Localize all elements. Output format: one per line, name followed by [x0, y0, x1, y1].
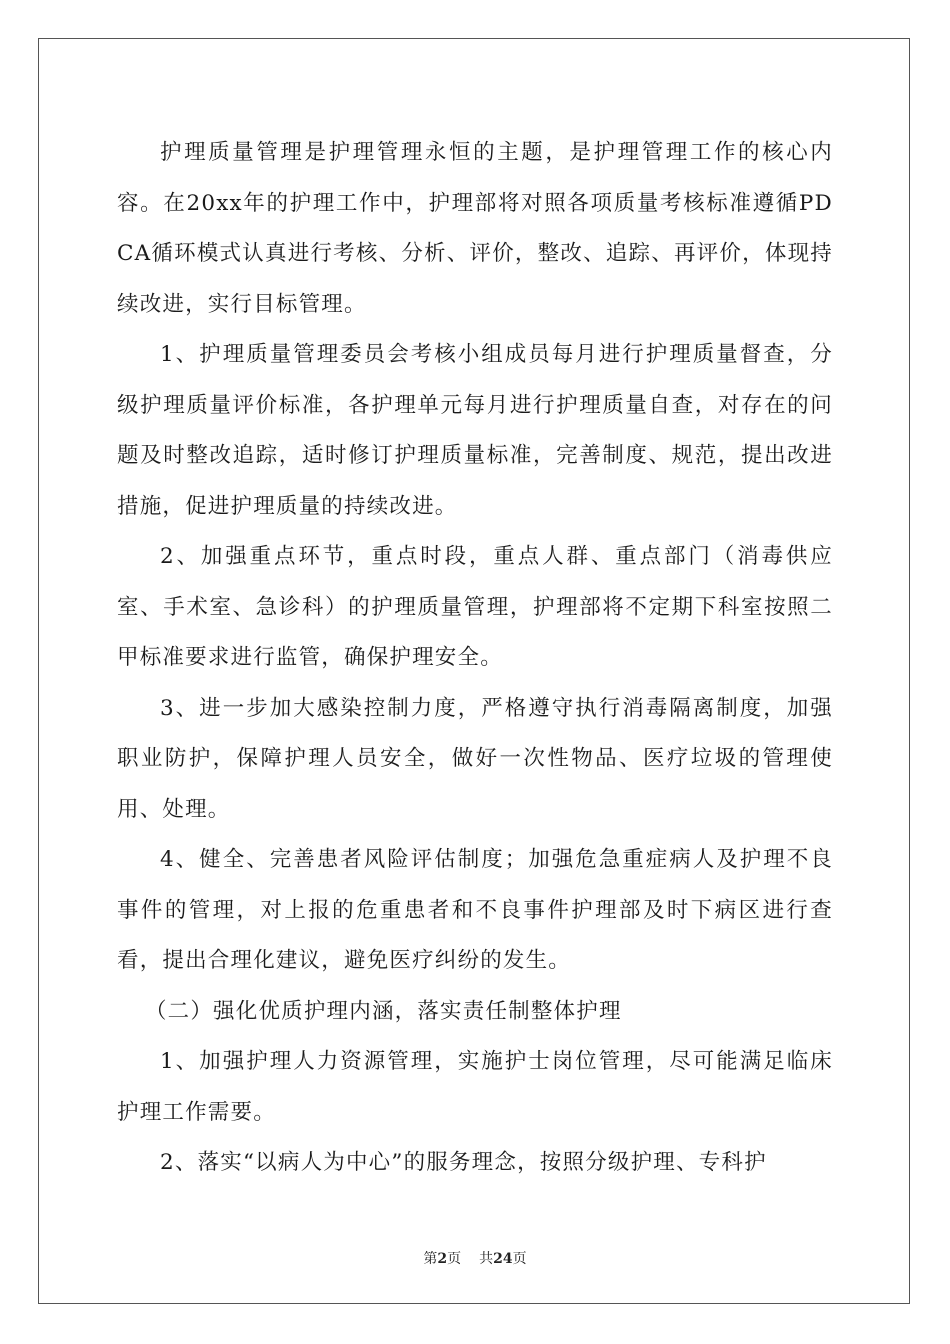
paragraph-item-1: 1、护理质量管理委员会考核小组成员每月进行护理质量督查，分级护理质量评价标准，各护理单元每月进行护理质量自查，对存在的问题及时整改追踪，适时修订护理质量标准，完善制度、规范，提出改进措施，促进护理质量的持续改进。 [117, 342, 833, 519]
total-unit: 页 [512, 1251, 527, 1267]
page-unit: 页 [447, 1251, 462, 1267]
page-footer [0, 1248, 950, 1268]
paragraph-item-4: 4、健全、完善患者风险评估制度；加强危急重症病人及护理不良事件的管理，对上报的危重患者和不良事件护理部及时下病区进行查看，提出合理化建议，避免医疗纠纷的发生。 [117, 847, 833, 973]
paragraph-item-3: 3、进一步加大感染控制力度，严格遵守执行消毒隔离制度，加强职业防护，保障护理人员安全，做好一次性物品、医疗垃圾的管理使用、处理。 [117, 695, 833, 822]
section-heading: （二）强化优质护理内涵，落实责任制整体护理 [144, 998, 622, 1024]
total-prefix: 共 [479, 1251, 494, 1267]
paragraph-intro: 护理质量管理是护理管理永恒的主题，是护理管理工作的核心内容。在20xx年的护理工作中，护理部将对照各项质量考核标准遵循PDCA循环模式认真进行考核、分析、评价，整改、追踪、再评价，体现持续改进，实行目标管理。 [117, 140, 833, 317]
paragraph-subitem-2: 2、落实“以病人为中心”的服务理念，按照分级护理、专科护 [160, 1150, 767, 1175]
page-current: 2 [437, 1251, 448, 1267]
page-total: 24 [493, 1251, 513, 1267]
page-prefix: 第 [423, 1251, 438, 1267]
paragraph-item-2: 2、加强重点环节，重点时段，重点人群、重点部门（消毒供应室、手术室、急诊科）的护理质量管理，护理部将不定期下科室按照二甲标准要求进行监管，确保护理安全。 [117, 544, 833, 670]
paragraph-subitem-1: 1、加强护理人力资源管理，实施护士岗位管理，尽可能满足临床护理工作需要。 [117, 1049, 833, 1125]
document-body [117, 128, 833, 1189]
